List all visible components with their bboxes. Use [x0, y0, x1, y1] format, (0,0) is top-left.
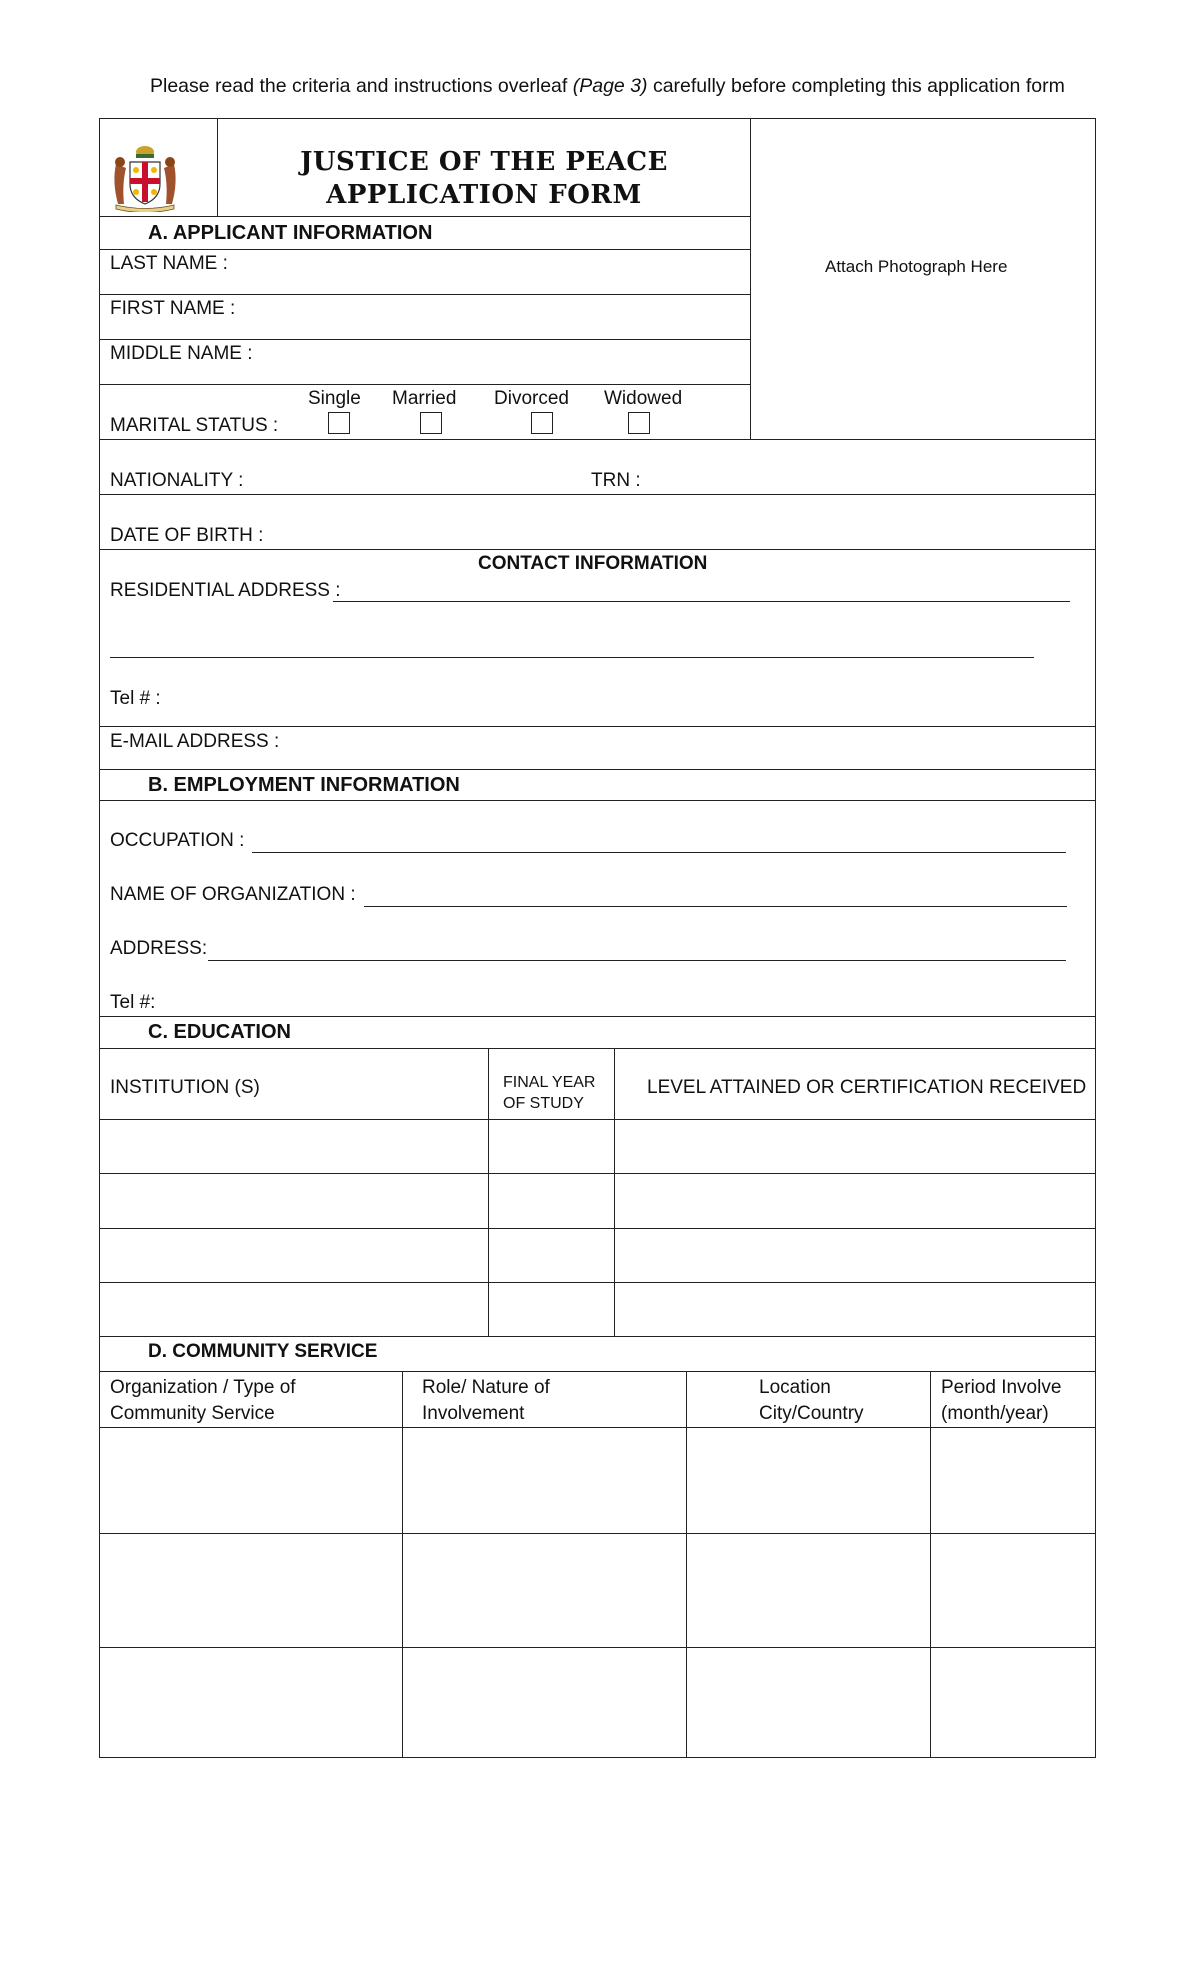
education-col-final-year-line2: OF STUDY — [503, 1095, 584, 1112]
date-of-birth-label: DATE OF BIRTH : — [110, 525, 264, 546]
email-address-field[interactable] — [280, 728, 1090, 768]
occupation-label: OCCUPATION : — [110, 830, 245, 851]
section-a-heading: A. APPLICANT INFORMATION — [148, 222, 433, 244]
marital-widowed-checkbox[interactable] — [628, 412, 650, 434]
section-d-heading: D. COMMUNITY SERVICE — [148, 1341, 378, 1362]
community-col-location-line2: City/Country — [759, 1403, 864, 1424]
community-col-organization — [110, 1375, 296, 1427]
marital-married-checkbox[interactable] — [420, 412, 442, 434]
contact-tel-field[interactable] — [170, 672, 1090, 724]
community-col-location — [759, 1375, 864, 1427]
employer-tel-field[interactable] — [165, 985, 1090, 1015]
community-col-organization-line2: Community Service — [110, 1403, 275, 1424]
residential-address-label: RESIDENTIAL ADDRESS : — [110, 580, 341, 601]
organization-name-label: NAME OF ORGANIZATION : — [110, 884, 356, 905]
education-row-4[interactable] — [100, 1284, 1094, 1335]
education-row-1[interactable] — [100, 1121, 1094, 1172]
last-name-label: LAST NAME : — [110, 253, 228, 274]
community-col-period — [941, 1375, 1061, 1427]
form-title-line2: APPLICATION FORM — [326, 180, 642, 210]
occupation-line[interactable] — [252, 852, 1066, 853]
date-of-birth-field[interactable] — [265, 497, 1090, 549]
community-col-period-line2: (month/year) — [941, 1403, 1049, 1424]
middle-name-field[interactable] — [330, 341, 748, 383]
marital-single-checkbox[interactable] — [328, 412, 350, 434]
education-col-institution: INSTITUTION (S) — [110, 1077, 260, 1098]
marital-option-divorced-label: Divorced — [494, 388, 569, 409]
employer-address-label: ADDRESS: — [110, 938, 208, 959]
form-title-line1: JUSTICE OF THE PEACE — [300, 147, 668, 177]
employer-tel-label: Tel #: — [110, 992, 156, 1013]
community-col-role-line2: Involvement — [422, 1403, 525, 1424]
marital-status-label: MARITAL STATUS : — [110, 415, 279, 436]
contact-info-heading: CONTACT INFORMATION — [478, 553, 708, 574]
education-col-final-year-line1: FINAL YEAR — [503, 1074, 596, 1091]
organization-name-line[interactable] — [364, 906, 1067, 907]
last-name-field[interactable] — [330, 251, 748, 293]
employer-address-line[interactable] — [208, 960, 1066, 961]
community-row-1[interactable] — [100, 1429, 1094, 1532]
community-col-location-line1: Location — [759, 1377, 831, 1398]
coat-of-arms-icon — [108, 142, 182, 212]
nationality-label: NATIONALITY : — [110, 470, 244, 491]
first-name-label: FIRST NAME : — [110, 298, 236, 319]
instruction-post: carefully before completing this application form — [647, 75, 1065, 97]
trn-field[interactable] — [645, 442, 1090, 494]
residential-address-line-2[interactable] — [110, 657, 1034, 658]
marital-option-widowed-label: Widowed — [604, 388, 683, 409]
marital-option-married-label: Married — [392, 388, 457, 409]
contact-tel-label: Tel # : — [110, 688, 161, 709]
community-col-organization-line1: Organization / Type of — [110, 1377, 296, 1398]
trn-label: TRN : — [591, 470, 641, 491]
community-col-period-line1: Period Involve — [941, 1377, 1062, 1398]
section-b-heading: B. EMPLOYMENT INFORMATION — [148, 774, 460, 796]
community-col-role — [422, 1375, 550, 1427]
marital-divorced-checkbox[interactable] — [531, 412, 553, 434]
community-row-2[interactable] — [100, 1535, 1094, 1646]
middle-name-label: MIDDLE NAME : — [110, 343, 253, 364]
photo-placeholder-label: Attach Photograph Here — [825, 257, 1008, 276]
marital-option-single-label: Single — [308, 388, 361, 409]
education-col-level: LEVEL ATTAINED OR CERTIFICATION RECEIVED — [647, 1077, 1087, 1098]
community-col-role-line1: Role/ Nature of — [422, 1377, 550, 1398]
first-name-field[interactable] — [330, 296, 748, 338]
instruction-text — [150, 75, 1065, 97]
instruction-pre: Please read the criteria and instructions overleaf — [150, 75, 573, 97]
form-title — [218, 146, 750, 212]
education-row-3[interactable] — [100, 1230, 1094, 1281]
residential-address-line-1[interactable] — [333, 601, 1070, 602]
community-row-3[interactable] — [100, 1649, 1094, 1756]
nationality-field[interactable] — [250, 442, 580, 494]
instruction-page-ref: (Page 3) — [572, 75, 648, 97]
education-row-2[interactable] — [100, 1175, 1094, 1227]
email-address-label: E-MAIL ADDRESS : — [110, 731, 280, 752]
education-col-final-year — [503, 1072, 595, 1114]
section-c-heading: C. EDUCATION — [148, 1021, 291, 1043]
